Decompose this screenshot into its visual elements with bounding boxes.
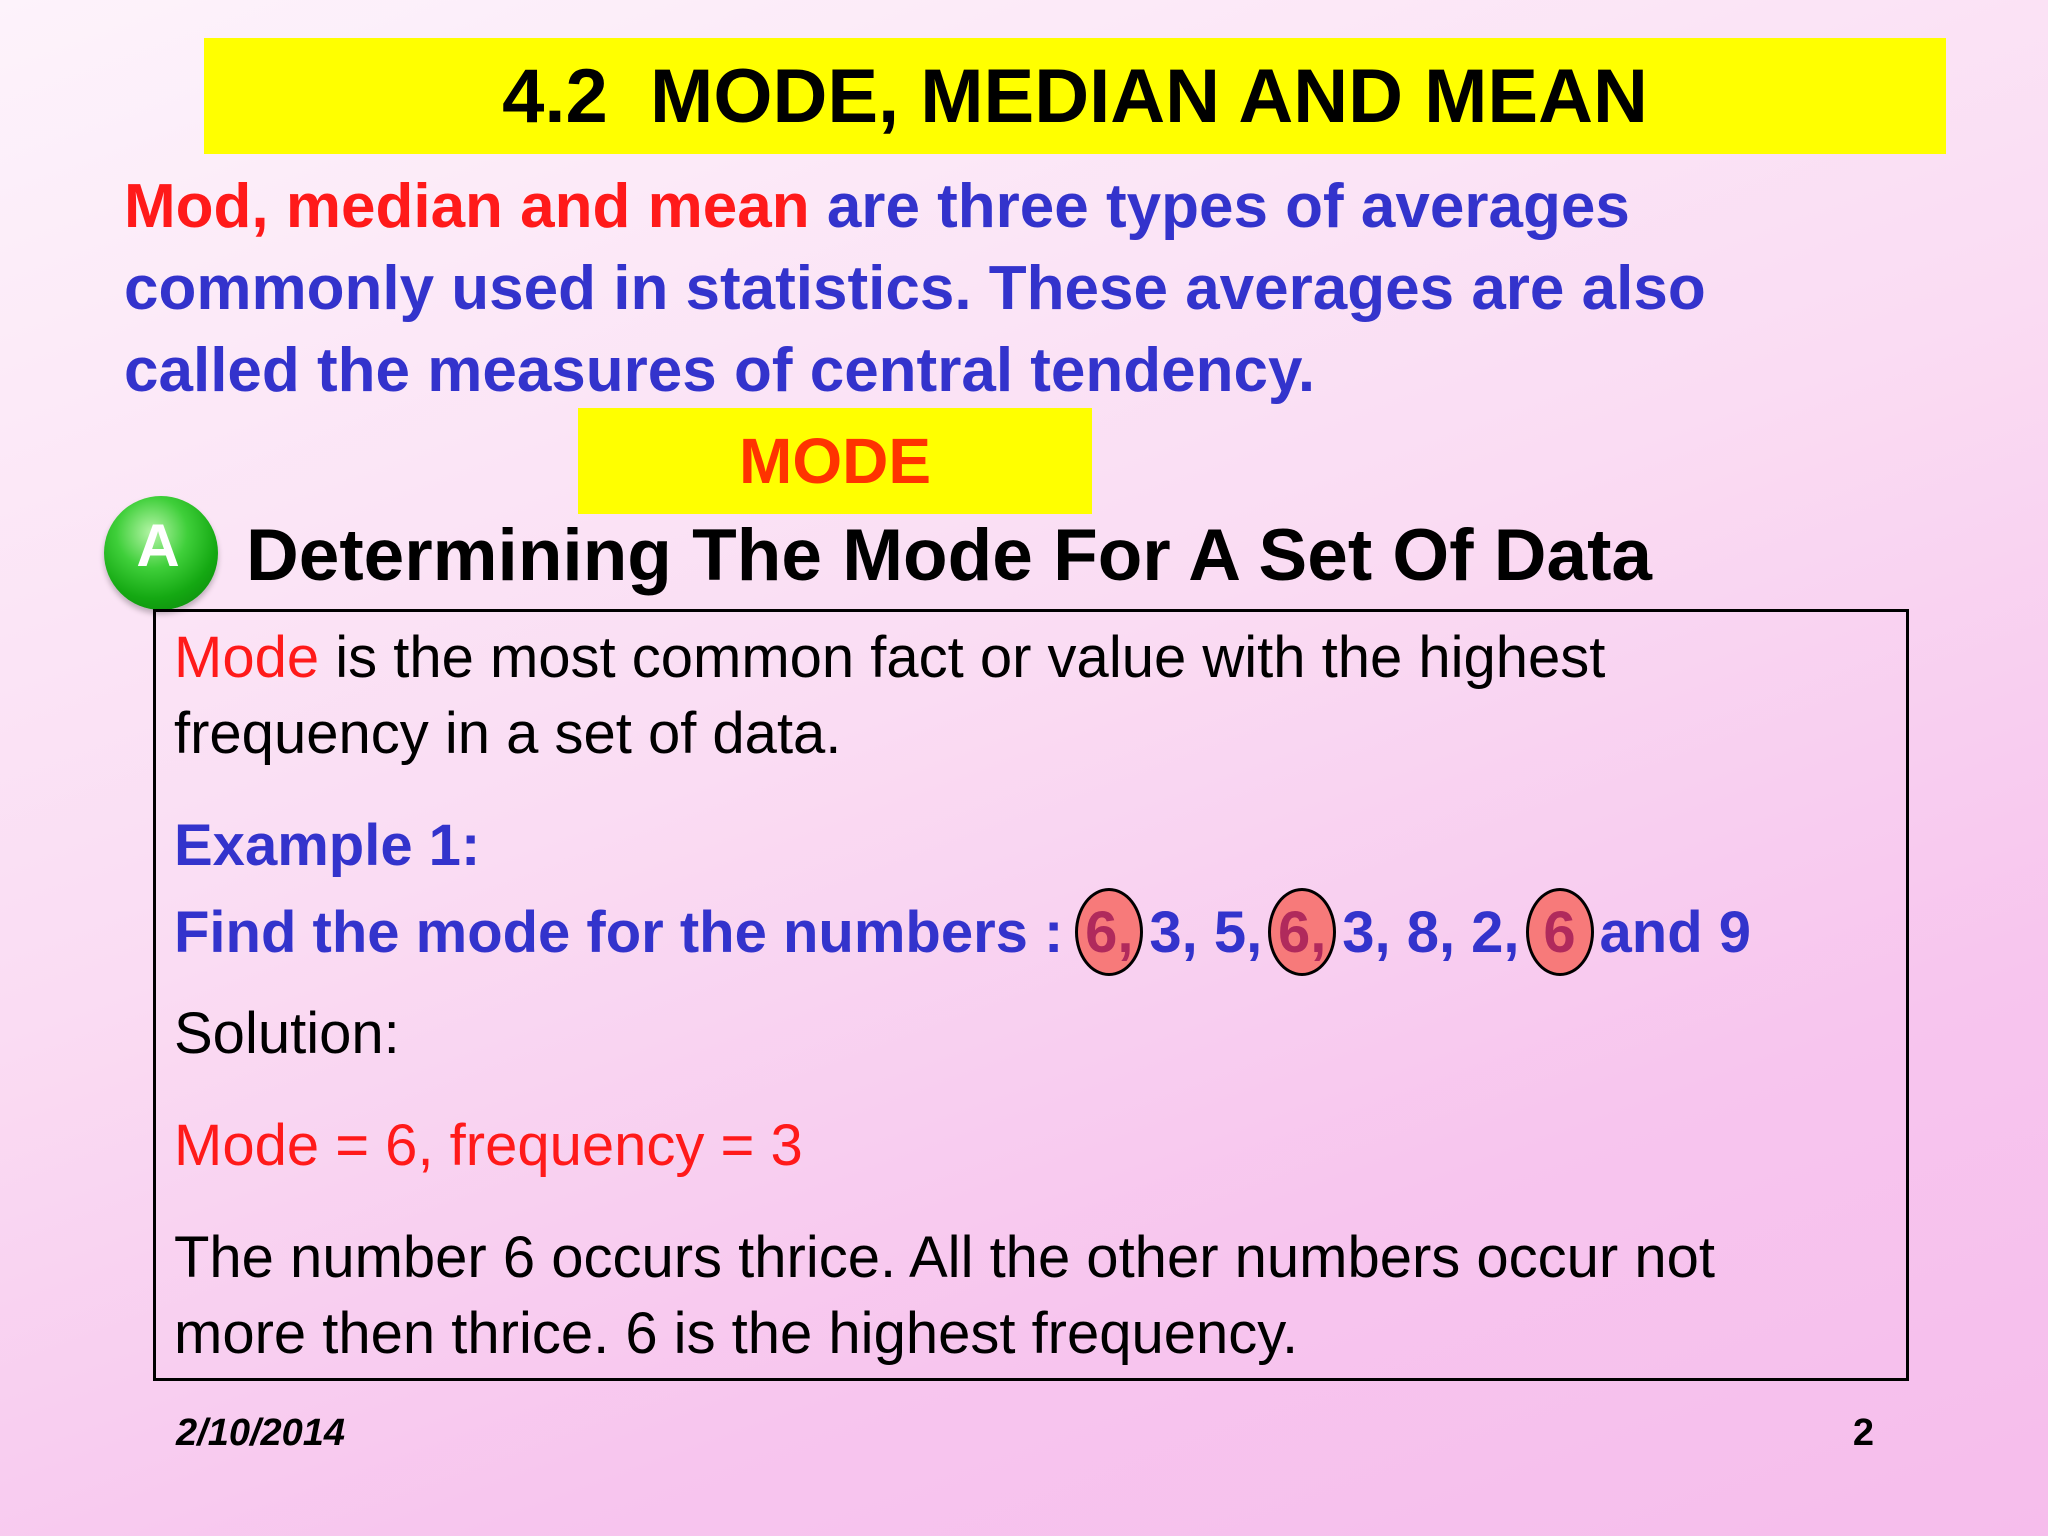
numbers-segment-3: and 9 bbox=[1599, 899, 1752, 965]
intro-paragraph bbox=[124, 166, 1944, 412]
footer-page-number: 2 bbox=[1852, 1412, 1874, 1454]
intro-term-mod: Mod, bbox=[124, 172, 269, 241]
section-badge-icon bbox=[104, 496, 218, 610]
example-label: Example 1: bbox=[174, 813, 481, 878]
example-prompt-line bbox=[174, 888, 1751, 976]
explanation-line-1: The number 6 occurs thrice. All the other numbers occur not bbox=[174, 1225, 1715, 1290]
solution-result: Mode = 6, frequency = 3 bbox=[174, 1113, 803, 1178]
intro-term-mean: mean bbox=[647, 172, 810, 241]
slide-title: 4.2 MODE, MEDIAN AND MEAN bbox=[204, 38, 1946, 154]
definition-line-2: frequency in a set of data. bbox=[174, 701, 842, 766]
section-label-mode: MODE bbox=[578, 408, 1092, 514]
solution-label: Solution: bbox=[174, 1001, 400, 1066]
circled-number-3: 6 bbox=[1526, 888, 1594, 976]
intro-term-and: and bbox=[520, 172, 631, 241]
numbers-segment-2: 3, 8, 2, bbox=[1342, 899, 1520, 965]
intro-term-median: median bbox=[285, 172, 503, 241]
explanation-line-2: more then thrice. 6 is the highest frequency. bbox=[174, 1301, 1299, 1366]
section-heading: Determining The Mode For A Set Of Data bbox=[246, 515, 1653, 596]
circled-number-1: 6, bbox=[1075, 888, 1143, 976]
badge-letter: A bbox=[136, 511, 180, 579]
definition-line-1 bbox=[174, 624, 1605, 691]
footer-date: 2/10/2014 bbox=[176, 1412, 346, 1454]
intro-line-3: called the measures of central tendency. bbox=[124, 336, 1316, 405]
intro-line-1 bbox=[124, 166, 1944, 248]
example-prompt: Find the mode for the numbers : bbox=[174, 899, 1064, 965]
circled-number-2: 6, bbox=[1268, 888, 1336, 976]
definition-line-1-rest: is the most common fact or value with the highest bbox=[335, 625, 1606, 690]
intro-line-2: commonly used in statistics. These averages are also bbox=[124, 254, 1706, 323]
numbers-segment-1: 3, 5, bbox=[1149, 899, 1263, 965]
definition-term: Mode bbox=[174, 625, 320, 690]
intro-line-1-rest: are three types of averages bbox=[826, 172, 1630, 241]
